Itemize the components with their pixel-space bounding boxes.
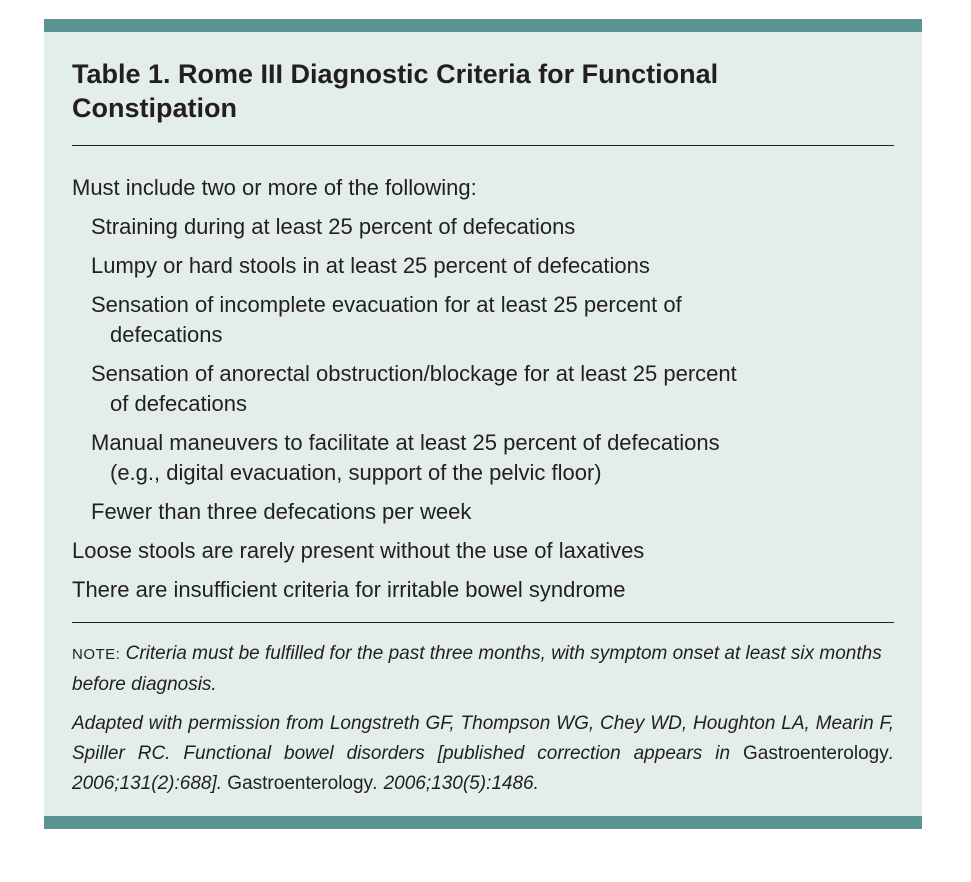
source-journal-1: Gastroenterology: [742, 743, 889, 764]
criterion-ibs: There are insufficient criteria for irritable bowel syndrome: [72, 577, 626, 602]
criterion-item-straining: Straining during at least 25 percent of defecations: [91, 214, 576, 239]
criterion-item-few-defecations: Fewer than three defecations per week: [91, 499, 472, 524]
criteria-intro: Must include two or more of the following:: [72, 175, 477, 200]
source-text-3: . 2006;130(5):1486.: [373, 773, 539, 794]
table-title: [72, 57, 872, 125]
title-divider: [72, 145, 894, 146]
criterion-item-anorectal-obstruction-cont: of defecations: [110, 391, 247, 416]
top-accent-bar: [44, 19, 922, 32]
criterion-item-incomplete-evacuation-cont: defecations: [110, 322, 223, 347]
title-line-1: Table 1. Rome III Diagnostic Criteria for Functional: [72, 59, 719, 89]
source-citation: [72, 709, 894, 799]
source-journal-2: Gastroenterology: [227, 773, 374, 794]
table-note: [72, 639, 894, 700]
bottom-accent-bar: [44, 816, 922, 829]
note-label: NOTE:: [72, 646, 121, 663]
source-text-2: . 2006;131(2):688].: [72, 743, 894, 794]
criterion-item-anorectal-obstruction: Sensation of anorectal obstruction/blockage for at least 25 percent: [91, 361, 737, 386]
footer-divider: [72, 622, 894, 623]
note-text: Criteria must be fulfilled for the past three months, with symptom onset at least six months before diagnosis.: [72, 643, 882, 695]
table-panel: [44, 19, 922, 829]
title-line-2: Constipation: [72, 93, 237, 123]
criterion-item-incomplete-evacuation: Sensation of incomplete evacuation for at least 25 percent of: [91, 292, 682, 317]
criterion-item-manual-maneuvers: Manual maneuvers to facilitate at least 25 percent of defecations: [91, 430, 720, 455]
criterion-item-manual-maneuvers-cont: (e.g., digital evacuation, support of the pelvic floor): [110, 460, 602, 485]
criterion-item-lumpy-stools: Lumpy or hard stools in at least 25 percent of defecations: [91, 253, 650, 278]
criterion-loose-stools: Loose stools are rarely present without the use of laxatives: [72, 538, 645, 563]
source-text-1: Adapted with permission from Longstreth GF, Thompson WG, Chey WD, Houghton LA, Mearin F, Spiller RC. Functional bowel disorders [published correction appears in: [72, 713, 894, 764]
